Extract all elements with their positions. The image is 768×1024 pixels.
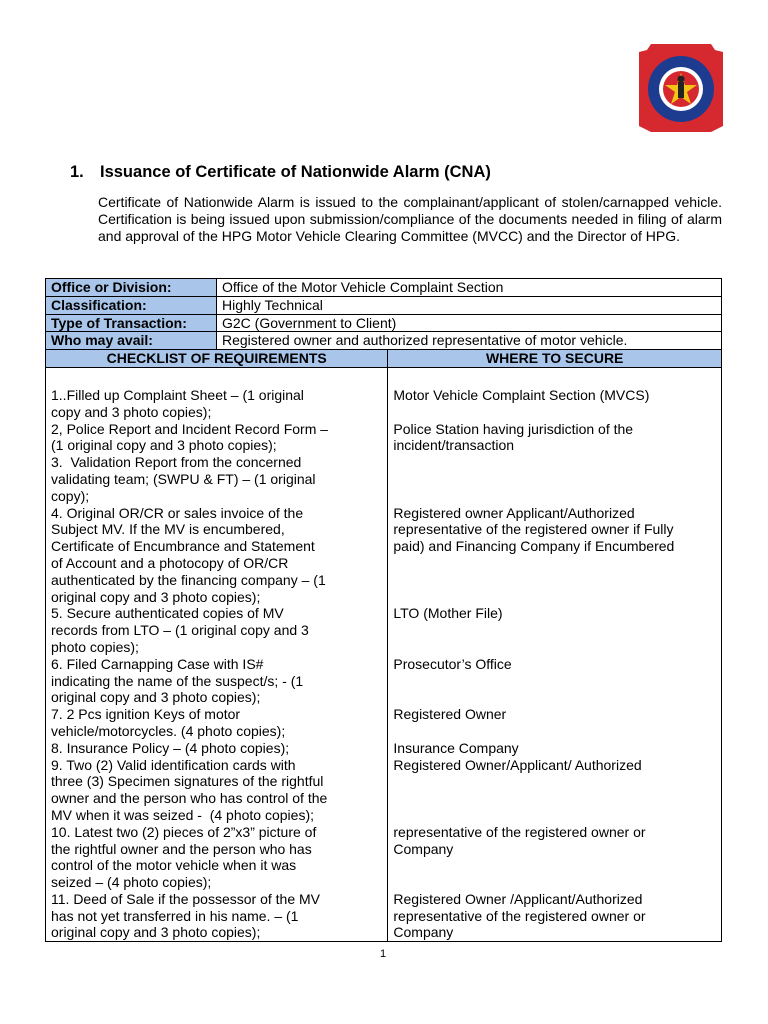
where-line: Registered owner Applicant/Authorized <box>393 504 635 521</box>
requirement-line: has not yet transferred in his name. – (1 <box>51 907 299 924</box>
section-title: Issuance of Certificate of Nationwide Alarm (CNA) <box>100 163 491 181</box>
requirements-table <box>45 278 722 942</box>
table-row <box>46 824 722 891</box>
requirement-line: 11. Deed of Sale if the possessor of the MV <box>51 890 321 907</box>
where-line: representative of the registered owner or <box>393 823 646 840</box>
where-line: Insurance Company <box>393 739 519 756</box>
where-line <box>393 488 716 505</box>
section-heading <box>70 163 491 182</box>
where-line: Company <box>393 840 454 857</box>
where-line <box>393 689 716 706</box>
requirement-line: 10. Latest two (2) pieces of 2”x3” picture of <box>51 823 317 840</box>
where-cell <box>388 824 722 891</box>
requirement-line: 4. Original OR/CR or sales invoice of the <box>51 504 304 521</box>
info-value: Office of the Motor Vehicle Complaint Section <box>217 279 722 297</box>
requirement-line: Certificate of Encumbrance and Statement <box>51 538 315 555</box>
where-line <box>393 404 716 421</box>
where-cell <box>388 757 722 824</box>
intro-text: Certificate of Nationwide Alarm is issued to the complainant/applicant of stolen/carnapped vehicle. Certification is being issued upon submission/compliance of the documents needed in filing of alarm and approval of the HPG Motor Vehicle Clearing Committee (MVCC) and the Director of HPG. <box>98 194 722 244</box>
requirement-line: 6. Filed Carnapping Case with IS# <box>51 655 264 672</box>
requirement-line: Subject MV. If the MV is encumbered, <box>51 521 285 538</box>
where-header: WHERE TO SECURE <box>388 350 722 368</box>
where-line <box>393 723 716 740</box>
where-cell <box>388 656 722 706</box>
requirement-line: original copy and 3 photo copies); <box>51 924 261 941</box>
requirement-line: MV when it was seized - (4 photo copies); <box>51 806 315 823</box>
requirement-line: the rightful owner and the person who has <box>51 840 312 857</box>
requirement-line: (1 original copy and 3 photo copies); <box>51 437 277 454</box>
where-cell <box>388 367 722 420</box>
requirement-cell <box>46 891 388 942</box>
requirement-line: of Account and a photocopy of OR/CR <box>51 554 289 571</box>
where-line <box>393 589 716 606</box>
requirement-line: 2, Police Report and Incident Record Form – <box>51 420 329 437</box>
where-line: Registered Owner <box>393 706 507 723</box>
where-line: Registered Owner/Applicant/ Authorized <box>393 756 642 773</box>
requirement-line: indicating the name of the suspect/s; - (1 <box>51 672 304 689</box>
requirement-line: copy); <box>51 487 90 504</box>
info-label: Type of Transaction: <box>46 314 217 332</box>
where-line <box>393 454 716 471</box>
table-row <box>46 367 722 420</box>
where-line: Motor Vehicle Complaint Section (MVCS) <box>393 386 650 403</box>
where-cell <box>388 740 722 757</box>
requirement-line: original copy and 3 photo copies); <box>51 588 261 605</box>
requirement-cell <box>46 656 388 706</box>
where-cell <box>388 454 722 504</box>
requirement-line: authenticated by the financing company – (1 <box>51 571 326 588</box>
table-row <box>46 757 722 824</box>
where-line <box>393 572 716 589</box>
requirement-line: records from LTO – (1 original copy and 3 <box>51 622 309 639</box>
where-line <box>393 773 716 790</box>
requirement-line: vehicle/motorcycles. (4 photo copies); <box>51 722 286 739</box>
checklist-header: CHECKLIST OF REQUIREMENTS <box>46 350 388 368</box>
where-line <box>393 639 716 656</box>
requirement-line: control of the motor vehicle when it was <box>51 857 297 874</box>
requirement-cell <box>46 605 388 655</box>
requirement-line: owner and the person who has control of the <box>51 790 328 807</box>
requirement-line: 7. 2 Pcs ignition Keys of motor <box>51 706 241 723</box>
where-line <box>393 673 716 690</box>
table-row <box>46 421 722 455</box>
where-cell <box>388 505 722 606</box>
table-header-row <box>46 350 722 368</box>
info-row <box>46 314 722 332</box>
table-row <box>46 891 722 942</box>
page-number: 1 <box>380 948 387 960</box>
requirement-line: 9. Two (2) Valid identification cards with <box>51 756 296 773</box>
info-value: G2C (Government to Client) <box>217 314 722 332</box>
where-line <box>393 874 716 891</box>
info-row <box>46 296 722 314</box>
table-row <box>46 605 722 655</box>
where-line <box>393 471 716 488</box>
requirement-line: 5. Secure authenticated copies of MV <box>51 605 284 622</box>
requirement-cell <box>46 505 388 606</box>
where-line: Police Station having jurisdiction of the <box>393 420 634 437</box>
intro-paragraph <box>98 194 722 244</box>
info-row <box>46 332 722 350</box>
where-cell <box>388 891 722 942</box>
table-row <box>46 454 722 504</box>
requirement-line: photo copies); <box>51 638 139 655</box>
info-value: Highly Technical <box>217 296 722 314</box>
requirement-cell <box>46 740 388 757</box>
where-line: paid) and Financing Company if Encumbered <box>393 538 675 555</box>
where-line: incident/transaction <box>393 437 515 454</box>
where-cell <box>388 706 722 740</box>
where-cell <box>388 421 722 455</box>
where-line <box>393 807 716 824</box>
where-line: LTO (Mother File) <box>393 605 503 622</box>
info-label: Who may avail: <box>46 332 217 350</box>
table-row <box>46 656 722 706</box>
requirement-line: seized – (4 photo copies); <box>51 874 212 891</box>
requirement-line: 3. Validation Report from the concerned <box>51 454 302 471</box>
requirement-line: copy and 3 photo copies); <box>51 403 212 420</box>
requirement-cell <box>46 454 388 504</box>
requirement-cell <box>46 367 388 420</box>
table-row <box>46 740 722 757</box>
where-line <box>393 790 716 807</box>
info-row <box>46 279 722 297</box>
where-line <box>393 555 716 572</box>
section-number: 1. <box>70 163 84 181</box>
where-line <box>393 857 716 874</box>
requirement-cell <box>46 824 388 891</box>
requirement-line: original copy and 3 photo copies); <box>51 689 261 706</box>
pnp-seal-logo <box>637 42 725 134</box>
requirement-cell <box>46 421 388 455</box>
table-row <box>46 505 722 606</box>
requirement-line: three (3) Specimen signatures of the rightful <box>51 773 324 790</box>
requirement-line: validating team; (SWPU & FT) – (1 original <box>51 470 316 487</box>
where-line: representative of the registered owner or <box>393 907 646 924</box>
requirement-cell <box>46 757 388 824</box>
requirement-line: 1..Filled up Complaint Sheet – (1 original <box>51 386 304 403</box>
table-row <box>46 706 722 740</box>
info-value: Registered owner and authorized representative of motor vehicle. <box>217 332 722 350</box>
requirement-line: 8. Insurance Policy – (4 photo copies); <box>51 739 290 756</box>
where-cell <box>388 605 722 655</box>
where-line <box>393 622 716 639</box>
requirement-cell <box>46 706 388 740</box>
where-line: representative of the registered owner if Fully <box>393 521 674 538</box>
where-line: Prosecutor’s Office <box>393 655 512 672</box>
info-label: Office or Division: <box>46 279 217 297</box>
where-line: Registered Owner /Applicant/Authorized <box>393 890 643 907</box>
info-label: Classification: <box>46 296 217 314</box>
where-line: Company <box>393 924 454 941</box>
